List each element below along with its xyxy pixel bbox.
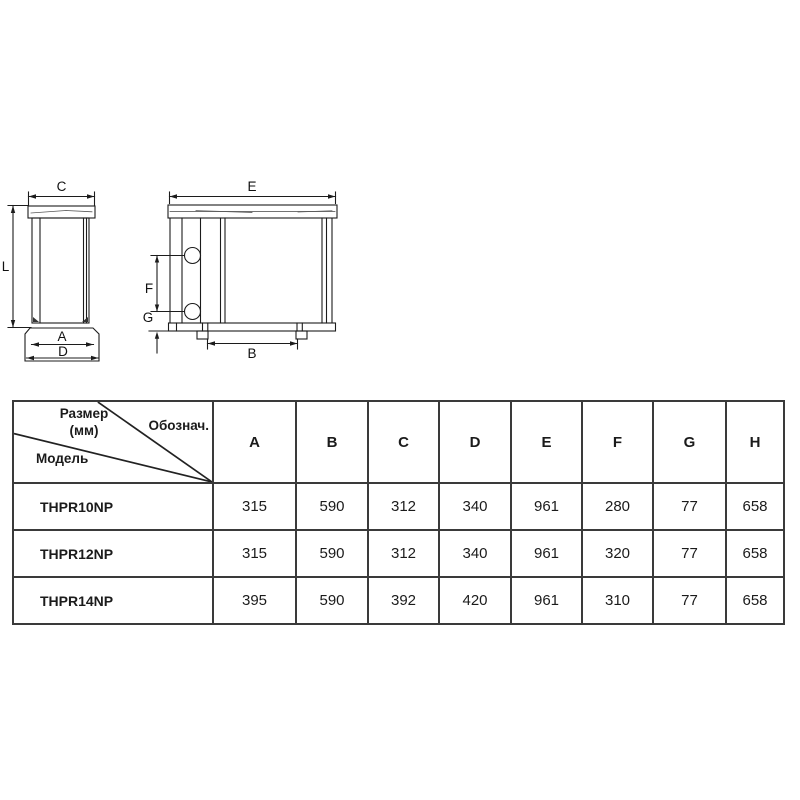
table-row xyxy=(13,530,784,577)
value-cell: 590 xyxy=(296,483,368,530)
front-base xyxy=(169,323,336,331)
value-cell: 392 xyxy=(368,577,439,624)
corner-model-label: Модель xyxy=(36,451,89,466)
side-view-drawing xyxy=(2,179,99,361)
value-cell: 310 xyxy=(582,577,653,624)
value-cell: 658 xyxy=(726,483,784,530)
corner-designation-label: Обознач. xyxy=(148,418,209,433)
column-header-g: G xyxy=(653,401,726,483)
value-cell: 315 xyxy=(213,530,296,577)
value-cell: 312 xyxy=(368,483,439,530)
column-header-e: E xyxy=(511,401,582,483)
dim-d xyxy=(27,344,99,360)
value-cell: 590 xyxy=(296,530,368,577)
model-name: THPR14NP xyxy=(13,577,213,624)
dim-label-g: G xyxy=(142,310,154,325)
front-view-drawing xyxy=(143,179,337,361)
size-unit-text: (мм) xyxy=(69,423,99,438)
size-label-text: Размер xyxy=(59,406,109,421)
value-cell: 961 xyxy=(511,483,582,530)
table-header-row xyxy=(13,401,784,483)
value-cell: 420 xyxy=(439,577,511,624)
pipe-connection-lower xyxy=(185,304,201,320)
table-row xyxy=(13,483,784,530)
column-header-c: C xyxy=(368,401,439,483)
dim-e xyxy=(170,179,336,204)
dim-label-d: D xyxy=(58,344,68,359)
value-cell: 280 xyxy=(582,483,653,530)
corner-header-cell xyxy=(13,401,213,483)
side-cap xyxy=(28,206,95,218)
dimension-drawings xyxy=(0,0,380,380)
value-cell: 77 xyxy=(653,577,726,624)
model-name: THPR10NP xyxy=(13,483,213,530)
dim-l xyxy=(2,206,31,328)
value-cell: 658 xyxy=(726,530,784,577)
side-foot-hook-left xyxy=(33,317,39,322)
dim-f xyxy=(145,256,185,312)
dim-label-l: L xyxy=(1,259,10,274)
value-cell: 658 xyxy=(726,577,784,624)
column-header-h: H xyxy=(726,401,784,483)
side-foot-hook-right xyxy=(82,317,88,322)
dim-label-b: B xyxy=(247,346,257,361)
front-body xyxy=(170,218,332,323)
value-cell: 315 xyxy=(213,483,296,530)
value-cell: 590 xyxy=(296,577,368,624)
value-cell: 961 xyxy=(511,577,582,624)
side-cap-seam xyxy=(31,211,92,214)
value-cell: 340 xyxy=(439,530,511,577)
model-name: THPR12NP xyxy=(13,530,213,577)
column-header-a: A xyxy=(213,401,296,483)
value-cell: 77 xyxy=(653,530,726,577)
value-cell: 320 xyxy=(582,530,653,577)
table-row xyxy=(13,577,784,624)
value-cell: 77 xyxy=(653,483,726,530)
dim-label-a: A xyxy=(57,329,67,344)
front-foot-left xyxy=(197,331,208,339)
dimensions-table xyxy=(12,400,785,625)
dim-label-c: C xyxy=(56,179,67,194)
pipe-connection-upper xyxy=(185,248,201,264)
value-cell: 340 xyxy=(439,483,511,530)
column-header-d: D xyxy=(439,401,511,483)
front-foot-right xyxy=(296,331,307,339)
value-cell: 395 xyxy=(213,577,296,624)
dim-label-e: E xyxy=(247,179,257,194)
corner-size-label xyxy=(34,405,134,439)
value-cell: 961 xyxy=(511,530,582,577)
dim-c xyxy=(29,179,95,206)
column-header-f: F xyxy=(582,401,653,483)
column-header-b: B xyxy=(296,401,368,483)
dim-b xyxy=(208,339,298,361)
dim-label-f: F xyxy=(144,281,154,296)
value-cell: 312 xyxy=(368,530,439,577)
